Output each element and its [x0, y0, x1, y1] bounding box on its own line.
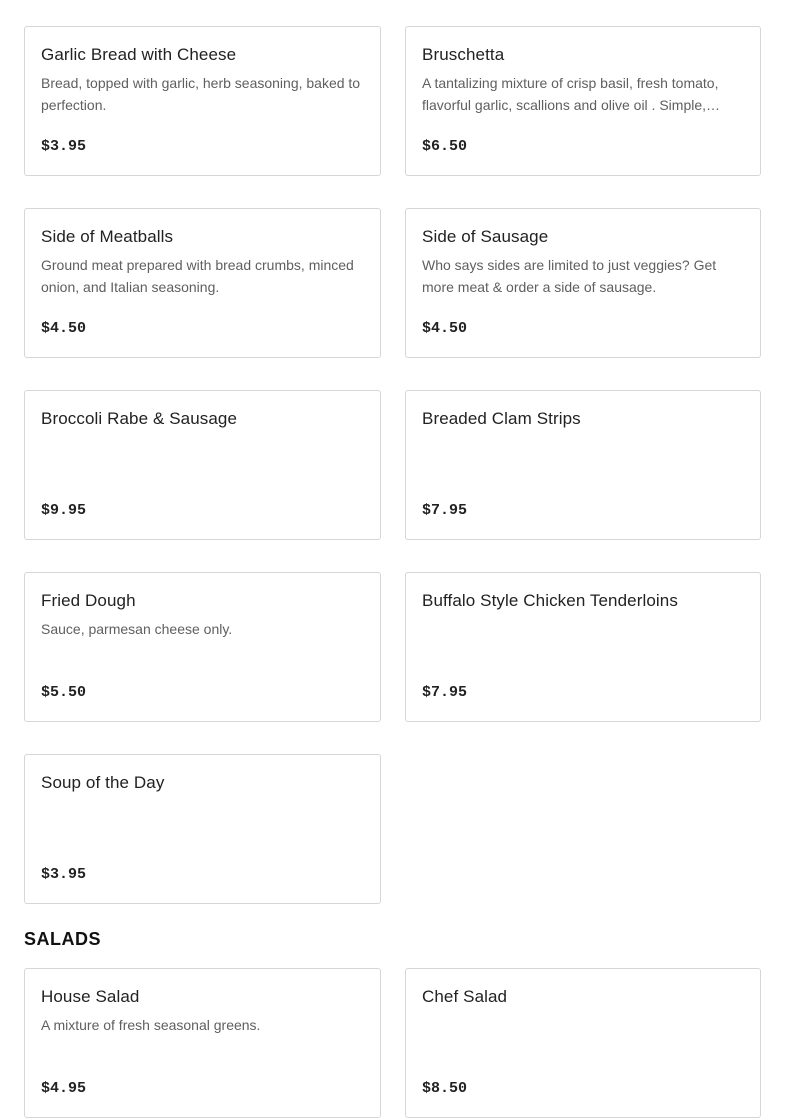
- menu-item-title: Broccoli Rabe & Sausage: [41, 409, 238, 428]
- menu-item-card[interactable]: [405, 26, 761, 176]
- menu-item-description: Ground meat prepared with bread crumbs, minced onion, and Italian seasoning.: [41, 257, 354, 295]
- menu-item-price: $3.95: [41, 138, 87, 155]
- menu-item-price: $4.50: [41, 320, 87, 337]
- menu-item-title: Chef Salad: [422, 987, 508, 1006]
- menu-item-price: $7.95: [422, 684, 468, 701]
- menu-item-card[interactable]: [405, 208, 761, 358]
- menu-item-title: Side of Meatballs: [41, 227, 174, 246]
- menu-item-card[interactable]: [405, 572, 761, 722]
- menu-item-card[interactable]: [24, 572, 381, 722]
- menu-item-card[interactable]: [405, 968, 761, 1118]
- menu-item-description: Sauce, parmesan cheese only.: [41, 621, 233, 637]
- menu-item-card[interactable]: [24, 390, 381, 540]
- menu-item-description: A mixture of fresh seasonal greens.: [41, 1017, 261, 1033]
- menu-item-price: $6.50: [422, 138, 468, 155]
- menu-item-title: Side of Sausage: [422, 227, 549, 246]
- menu-item-price: $4.95: [41, 1080, 87, 1097]
- menu-item-title: Buffalo Style Chicken Tenderloins: [422, 591, 678, 610]
- menu-item-price: $9.95: [41, 502, 87, 519]
- menu-item-description: Bread, topped with garlic, herb seasoning, baked to perfection.: [41, 75, 361, 113]
- menu-item-description: A tantalizing mixture of crisp basil, fresh tomato, flavorful garlic, scallions and olive oil . Simple,…: [422, 75, 721, 113]
- menu-item-price: $7.95: [422, 502, 468, 519]
- menu-item-title: Fried Dough: [41, 591, 136, 610]
- section-heading-salads: SALADS: [24, 929, 102, 949]
- menu-item-price: $4.50: [422, 320, 468, 337]
- menu-item-price: $5.50: [41, 684, 87, 701]
- menu-item-description: Who says sides are limited to just veggies? Get more meat & order a side of sausage.: [422, 257, 717, 295]
- menu-item-card[interactable]: [405, 390, 761, 540]
- menu-item-title: House Salad: [41, 987, 140, 1006]
- menu-item-card[interactable]: [24, 208, 381, 358]
- menu-item-title: Breaded Clam Strips: [422, 409, 581, 428]
- menu-item-title: Bruschetta: [422, 45, 505, 64]
- appetizers-grid: [24, 26, 761, 904]
- menu-item-title: Soup of the Day: [41, 773, 165, 792]
- menu-item-price: $3.95: [41, 866, 87, 883]
- menu-item-card[interactable]: [24, 26, 381, 176]
- menu-item-price: $8.50: [422, 1080, 468, 1097]
- salads-grid: [24, 968, 761, 1118]
- menu-item-title: Garlic Bread with Cheese: [41, 45, 237, 64]
- menu-item-card[interactable]: [24, 754, 381, 904]
- menu-item-card[interactable]: [24, 968, 381, 1118]
